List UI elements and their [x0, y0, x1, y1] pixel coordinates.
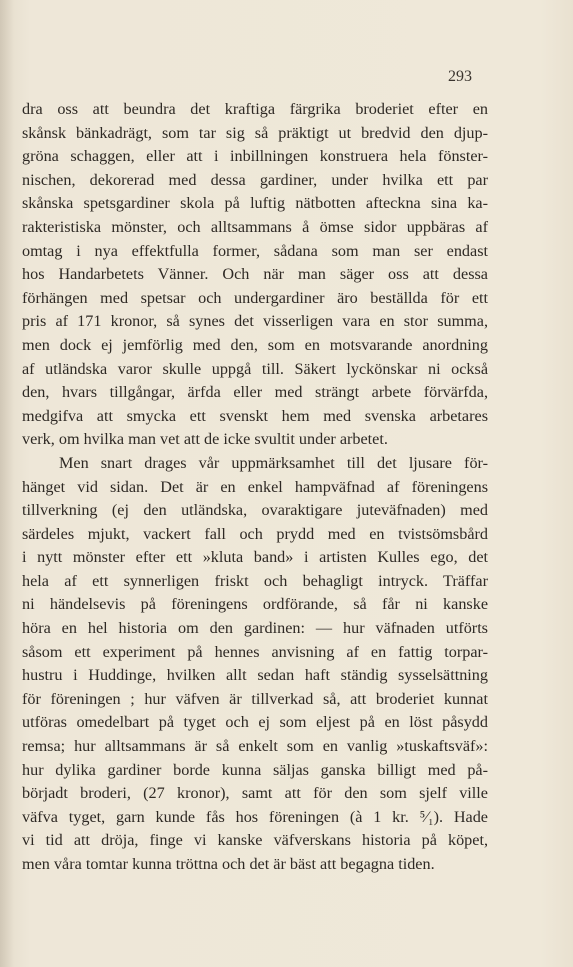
text-line: af utländska varor skulle uppgå till. Säkert lyckönskar ni också: [22, 359, 488, 378]
text-line: remsa; hur alltsammans är så enkelt som en vanlig »tuskaftsväf»:: [22, 737, 488, 756]
binding-shadow: [0, 0, 14, 967]
text-line: men våra tomtar kunna tröttna och det är bäst att begagna tiden.: [22, 855, 435, 873]
text-line: hos Handarbetets Vänner. Och när man säger oss att dessa: [22, 265, 488, 284]
text-line: höra en hel historia om den gardinen: — hur väfnaden utförts: [22, 619, 488, 638]
text-line: skånsk bänkadrägt, som tar sig så präktigt ut bredvid den djup-: [22, 123, 488, 142]
text-line: hänget vid sidan. Det är en enkel hampväfnad af föreningens: [22, 477, 488, 496]
text-line: gröna schaggen, eller att i inbillningen konstruera hela fönster-: [22, 147, 488, 166]
text-line: i nytt mönster efter ett »kluta band» i artisten Kulles ego, det: [22, 548, 488, 567]
text-line: nischen, dekorerad med dessa gardiner, under hvilka ett par: [22, 170, 488, 189]
text-line: för föreningen ; hur väfven är tillverkad så, att broderiet kunnat: [22, 689, 488, 708]
text-line: hur dylika gardiner borde kunna säljas ganska billigt med på-: [22, 760, 488, 779]
text-line: börjadt broderi, (27 kronor), samt att för den som sjelf ville: [22, 784, 488, 803]
text-line: ni händelsevis på föreningens ordförande, så får ni kanske: [22, 595, 488, 614]
text-line: särdeles mjukt, vackert fall och prydd med en tvistsömsbård: [22, 524, 488, 543]
text-line: men dock ej jemförlig med den, som en motsvarande anordning: [22, 335, 488, 354]
text-line: pris af 171 kronor, så synes det visserligen vara en stor summa,: [22, 312, 488, 331]
text-line: rakteristiska mönster, och alltsammans å ömse sidor uppbäras af: [22, 217, 488, 236]
text-line: dra oss att beundra det kraftiga färgrika broderiet efter en: [22, 100, 488, 118]
text-line: omtag i nya effektfulla former, sådana som man ser endast: [22, 241, 488, 260]
text-line: väfva tyget, garn kunde fås hos föreningen (à 1 kr. ⁵⁄₁). Hade: [22, 807, 488, 826]
body-text: [22, 98, 488, 877]
text-line: förhängen med spetsar och undergardiner äro beställda för ett: [22, 288, 488, 307]
text-line: utföras omedelbart på tyget och ej som eljest på en löst påsydd: [22, 713, 488, 732]
text-line: verk, om hvilka man vet att de icke svultit under arbetet.: [22, 430, 388, 449]
text-line: tillverkning (ej den utländska, ovaraktigare juteväfnaden) med: [22, 501, 488, 520]
text-line: hela af ett synnerligen friskt och behagligt intryck. Träffar: [22, 571, 488, 590]
page-number: 293: [448, 68, 472, 85]
text-line: skånska spetsgardiner skola på luftig nätbotten afteckna sina ka-: [22, 194, 488, 213]
text-line: medgifva att smycka ett svenskt hem med svenska arbetares: [22, 406, 488, 425]
text-line: vi tid att dröja, finge vi kanske väfverskans historia på köpet,: [22, 831, 488, 850]
text-line: den, hvars tillgångar, ärfda eller med strängt arbete förvärfda,: [22, 383, 488, 402]
text-line: såsom ett experiment på hennes anvisning af en fattig torpar-: [22, 642, 488, 661]
text-line: Men snart drages vår uppmärksamhet till det ljusare för-: [59, 453, 488, 472]
text-line: hustru i Huddinge, hvilken allt sedan haft ständig sysselsättning: [22, 666, 488, 685]
